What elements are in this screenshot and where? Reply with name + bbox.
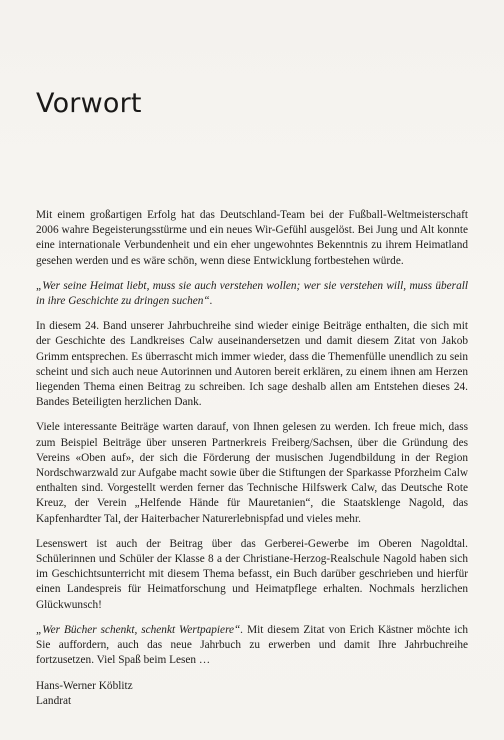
kaestner-quote: „Wer Bücher schenkt, schenkt Wertpapiere“. bbox=[36, 623, 244, 636]
paragraph-intro: Mit einem großartigen Erfolg hat das Deutschland-Team bei der Fußball-Weltmeisterschaft 2006 wahre Begeisterungsstürme und ein neues Wir-Gefühl ausgelöst. Bei Jung und Alt konnte eine internationale Verbundenheit und ein eher ungewohntes Bekenntnis zu ihrem Heimatland gesehen werden und es wäre schön, wenn diese Entwicklung fortbestehen würde. bbox=[36, 209, 468, 267]
paragraph-contributions: Viele interessante Beiträge warten darauf, von Ihnen gelesen zu werden. Ich freue mich, dass zum Beispiel Beiträge über unseren Partnerkreis Freiberg/Sachsen, über die Gründung des Vereins «Oben auf», der sich die Förderung der musischen Jugendbildung in der Region Nordschwarzwald zur Aufgabe macht sowie über die Stiftungen der Sparkasse Pforzheim Calw enthalten sind. Vorgestellt werden ferner das Technische Hilfswerk Calw, das Deutsche Rote Kreuz, der Verein „Helfende Hände für Mauretanien“, die Staatsklenge Nagold, das Kapfenhardter Tal, der Haiterbacher Naturerlebnispfad und vieles mehr. bbox=[36, 421, 468, 525]
paragraph-band-24: In diesem 24. Band unserer Jahrbuchreihe sind wieder einige Beiträge enthalten, die sich mit der Geschichte des Landkreises Calw auseinandersetzen und damit diesem Zitat von Jakob Grimm entsprechen. Es überrascht mich immer wieder, dass die Themenfülle unendlich zu sein scheint und sich auch neue Autorinnen und Autoren bereit erklären, zu einem ihnen am Herzen liegenden Thema einen Beitrag zu schreiben. Ich sage deshalb allen am Entstehen dieses 24. Bandes Beteiligten herzlichen Dank. bbox=[36, 320, 468, 409]
signature-role: Landrat bbox=[36, 695, 72, 708]
signature-block bbox=[36, 679, 133, 709]
paragraph-closing bbox=[36, 623, 468, 669]
paragraph-grimm-quote: „Wer seine Heimat liebt, muss sie auch verstehen wollen; wer sie verstehen will, muss überall in ihre Geschichte zu dringen suchen“. bbox=[36, 279, 468, 308]
page-title: Vorwort bbox=[36, 88, 142, 119]
closing-text: Mit diesem Zitat von Erich Kästner möchte ich Sie auffordern, auch das neue Jahrbuch zu erwerben und damit Ihre Jahrbuchreihe fortzusetzen. Viel Spaß beim Lesen … bbox=[36, 623, 468, 667]
paragraph-gerberei: Lesenswert ist auch der Beitrag über das Gerberei-Gewerbe im Oberen Nagoldtal. Schülerinnen und Schüler der Klasse 8 a der Christiane-Herzog-Realschule Nagold haben sich im Geschichtsunterricht mit diesem Thema befasst, ein Buch darüber geschrieben und hierfür einen Landespreis für Heimatforschung und Heimatpflege erhalten. Nochmals herzlichen Glückwunsch! bbox=[36, 537, 468, 611]
body-text bbox=[36, 208, 468, 678]
signature-name: Hans-Werner Köblitz bbox=[36, 680, 133, 692]
